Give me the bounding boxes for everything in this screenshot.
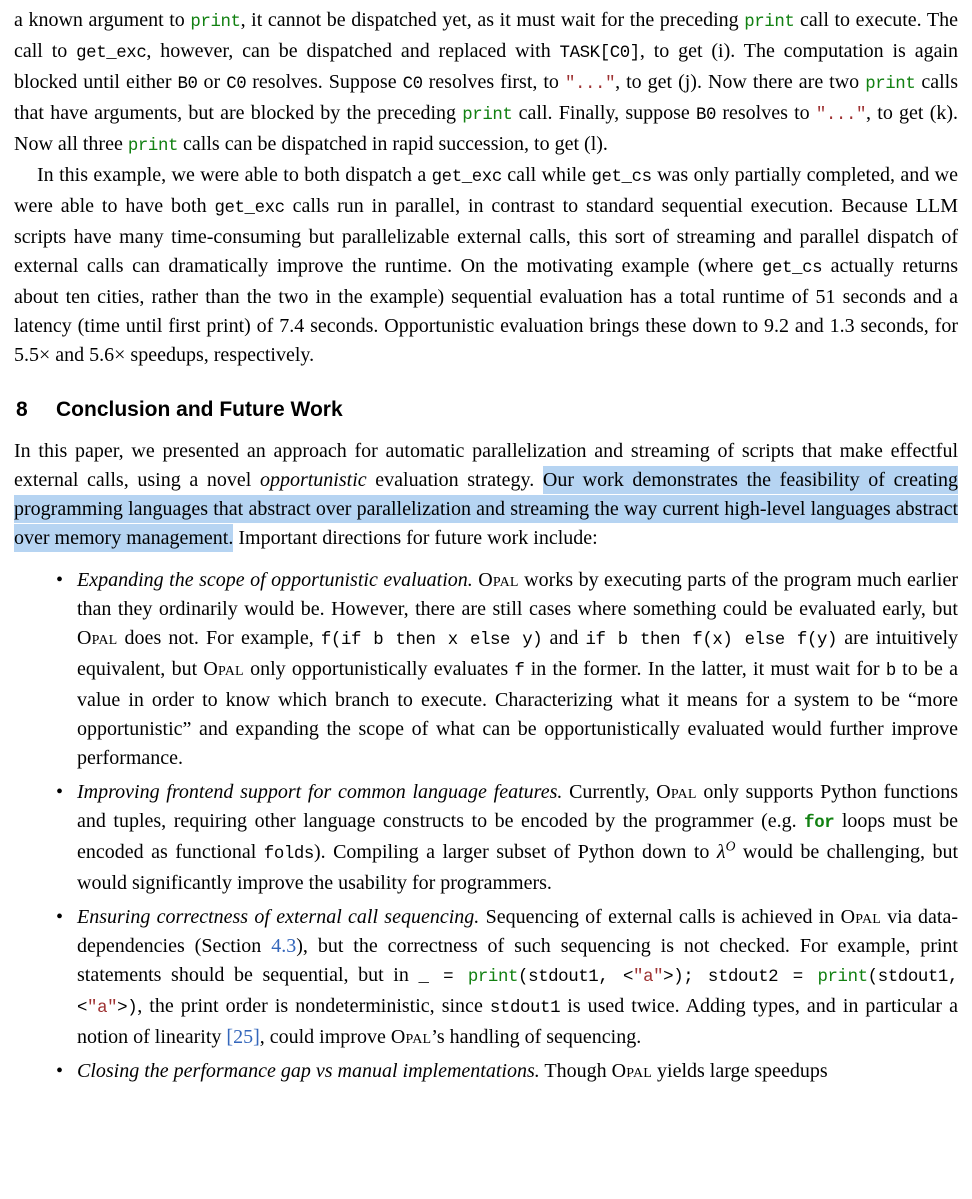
text-run: Important directions for future work include:	[233, 527, 598, 549]
italic-text: opportunistic	[259, 469, 367, 491]
inline-code: B0	[177, 75, 198, 94]
section-number: 8	[16, 398, 28, 421]
inline-code: get_exc	[431, 168, 502, 187]
text-run: Sequencing of external calls is achieved in	[479, 906, 841, 928]
inline-code: >)	[117, 999, 138, 1018]
text-run: evaluation strategy.	[366, 469, 543, 491]
text-run: only supports Python functions and tuples, requiring other language constructs to be encoded by the programmer (e.g.	[77, 781, 958, 832]
paragraph-conclusion-intro	[14, 437, 958, 553]
text-run: , the print order is nondeterministic, since	[137, 995, 490, 1017]
smallcaps-name: Opal	[840, 906, 882, 928]
ref-link[interactable]: 4.3	[271, 935, 297, 957]
italic-text: Improving frontend support for common language features.	[77, 781, 563, 803]
text-run: , to get (k). Now all three	[14, 102, 959, 155]
text-run: , could improve	[259, 1026, 391, 1048]
smallcaps-name: Opal	[77, 627, 118, 649]
inline-code: f(if b then x else y)	[320, 631, 543, 650]
inline-code-string: "..."	[564, 75, 616, 94]
text-run: works by executing parts of the program much earlier than they ordinarily would be. However, there are still cases where something could be evaluated early, but	[77, 569, 959, 620]
text-run: In this paper, we presented an approach for automatic parallelization and streaming of scripts that make effectful external calls, using a novel	[14, 440, 958, 491]
inline-code: get_exc	[76, 44, 147, 63]
list-item-call-sequencing	[14, 903, 958, 1052]
inline-code: print	[744, 13, 795, 32]
text-run: yields large speedups	[652, 1060, 828, 1082]
highlighted-text: Our work demonstrates the feasibility of creating programming languages that abstract over parallelization and streaming the way current high-level languages abstract over memory management.	[14, 466, 958, 552]
inline-code: if b then f(x) else f(y)	[585, 631, 838, 650]
inline-code: print	[865, 75, 916, 94]
text-run: are intuitively equivalent, but	[77, 627, 959, 680]
list-item-expanding-scope	[14, 566, 958, 773]
text-run: In this example, we were able to both dispatch a	[37, 164, 432, 186]
text-run: ), but the correctness of such sequencing is not checked. For example, print statements should be sequential, but in	[77, 935, 958, 986]
inline-code: b	[885, 662, 896, 681]
text-run: was only partially completed, and we were able to have both	[14, 164, 958, 217]
text-run: a known argument to	[14, 9, 191, 31]
smallcaps-name: Opal	[390, 1026, 432, 1048]
text-run: would be challenging, but would significantly improve the usability for programmers.	[77, 841, 959, 894]
text-run: resolves. Suppose	[246, 71, 403, 93]
text-run: call. Finally, suppose	[512, 102, 697, 124]
text-run: is used twice. Adding types, and in particular a notion of linearity	[77, 995, 958, 1048]
inline-code: >); stdout2 =	[663, 968, 818, 987]
inline-code: C0	[226, 75, 247, 94]
inline-code: for	[804, 814, 835, 833]
text-run: , to get (i). The computation is again blocked until either	[14, 40, 958, 93]
inline-code: _ =	[418, 968, 468, 987]
text-run: ). Compiling a larger subset of Python down to	[313, 841, 717, 863]
inline-code: folds	[263, 845, 314, 864]
text-run: loops must be encoded as functional	[77, 810, 958, 863]
inline-code-string: "a"	[87, 999, 118, 1018]
section-title: Conclusion and Future Work	[56, 398, 343, 421]
smallcaps-name: Opal	[203, 658, 244, 680]
text-run: , it cannot be dispatched yet, as it must wait for the preceding	[240, 9, 745, 31]
paragraph-dispatch-example	[14, 6, 958, 161]
inline-code: print	[817, 968, 868, 987]
inline-code: print	[127, 137, 179, 156]
inline-code: B0	[696, 106, 717, 125]
paragraph-speedup-results	[14, 161, 958, 370]
text-run: only opportunistically evaluates	[243, 658, 515, 680]
text-run: , however, can be dispatched and replaced with	[146, 40, 560, 62]
inline-code: stdout1	[489, 999, 561, 1018]
text-run: and	[542, 627, 586, 649]
italic-text: Closing the performance gap vs manual implementations.	[77, 1060, 540, 1082]
inline-code: get_exc	[214, 199, 285, 218]
text-run: or	[197, 71, 227, 93]
italic-text: Ensuring correctness of external call sequencing.	[77, 906, 480, 928]
text-run: does not. For example,	[117, 627, 321, 649]
text-run: actually returns about ten cities, rather than the two in the example) sequential evaluation has a total runtime of 51 seconds and a latency (time until first print) of 7.4 seconds. Opportunistic evaluation brings these down to 9.2 and 1.3 seconds, for 5.5× and 5.6× speedups, respectively.	[14, 255, 958, 366]
text-run: Though	[539, 1060, 612, 1082]
inline-code: TASK[C0]	[559, 44, 640, 63]
inline-code: print	[462, 106, 513, 125]
inline-code: get_cs	[591, 168, 652, 187]
ref-link[interactable]: [25]	[226, 1026, 260, 1048]
text-run: , to get (j). Now there are two	[615, 71, 866, 93]
inline-code: print	[467, 968, 519, 987]
smallcaps-name: Opal	[611, 1060, 653, 1082]
inline-code: f	[514, 662, 525, 681]
inline-code: (stdout1, <	[77, 968, 958, 1018]
smallcaps-name: Opal	[656, 781, 697, 803]
smallcaps-name: Opal	[478, 569, 519, 591]
text-run: call while	[501, 164, 592, 186]
text-run: calls that have arguments, but are blocked by the preceding	[14, 71, 959, 124]
lambda-symbol: λ	[716, 841, 726, 863]
text-run: calls run in parallel, in contrast to standard sequential execution. Because LLM scripts have many time-consuming but parallelizable external calls, this sort of streaming and parallel dispatch of external calls can dramatically improve the runtime. On the motivating example (where	[14, 195, 958, 277]
text-run: in the former. In the latter, it must wait for	[524, 658, 886, 680]
future-work-list	[14, 566, 958, 1086]
list-item-performance-gap	[14, 1057, 958, 1086]
text-run: calls can be dispatched in rapid succession, to get (l).	[178, 133, 608, 155]
inline-code: print	[190, 13, 241, 32]
list-item-frontend-support	[14, 778, 958, 898]
text-run: ’s handling of sequencing.	[431, 1026, 642, 1048]
inline-code: C0	[402, 75, 423, 94]
section-heading	[16, 395, 958, 424]
superscript: O	[725, 838, 736, 854]
text-run: resolves first, to	[422, 71, 565, 93]
text-run: call to execute. The call to	[14, 9, 958, 62]
inline-code-string: "a"	[633, 968, 664, 987]
text-run: via data-dependencies (Section	[77, 906, 958, 957]
text-run: Currently,	[562, 781, 657, 803]
inline-code: (stdout1, <	[518, 968, 634, 987]
inline-code: get_cs	[761, 259, 823, 278]
inline-code-string: "..."	[815, 106, 867, 125]
italic-text: Expanding the scope of opportunistic evaluation.	[77, 569, 473, 591]
text-run: to be a value in order to know which branch to execute. Characterizing what it means for a system to be “more opportunistic” and expanding the scope of what can be opportunistically evaluated would further improve performance.	[77, 658, 959, 769]
text-run: resolves to	[716, 102, 816, 124]
